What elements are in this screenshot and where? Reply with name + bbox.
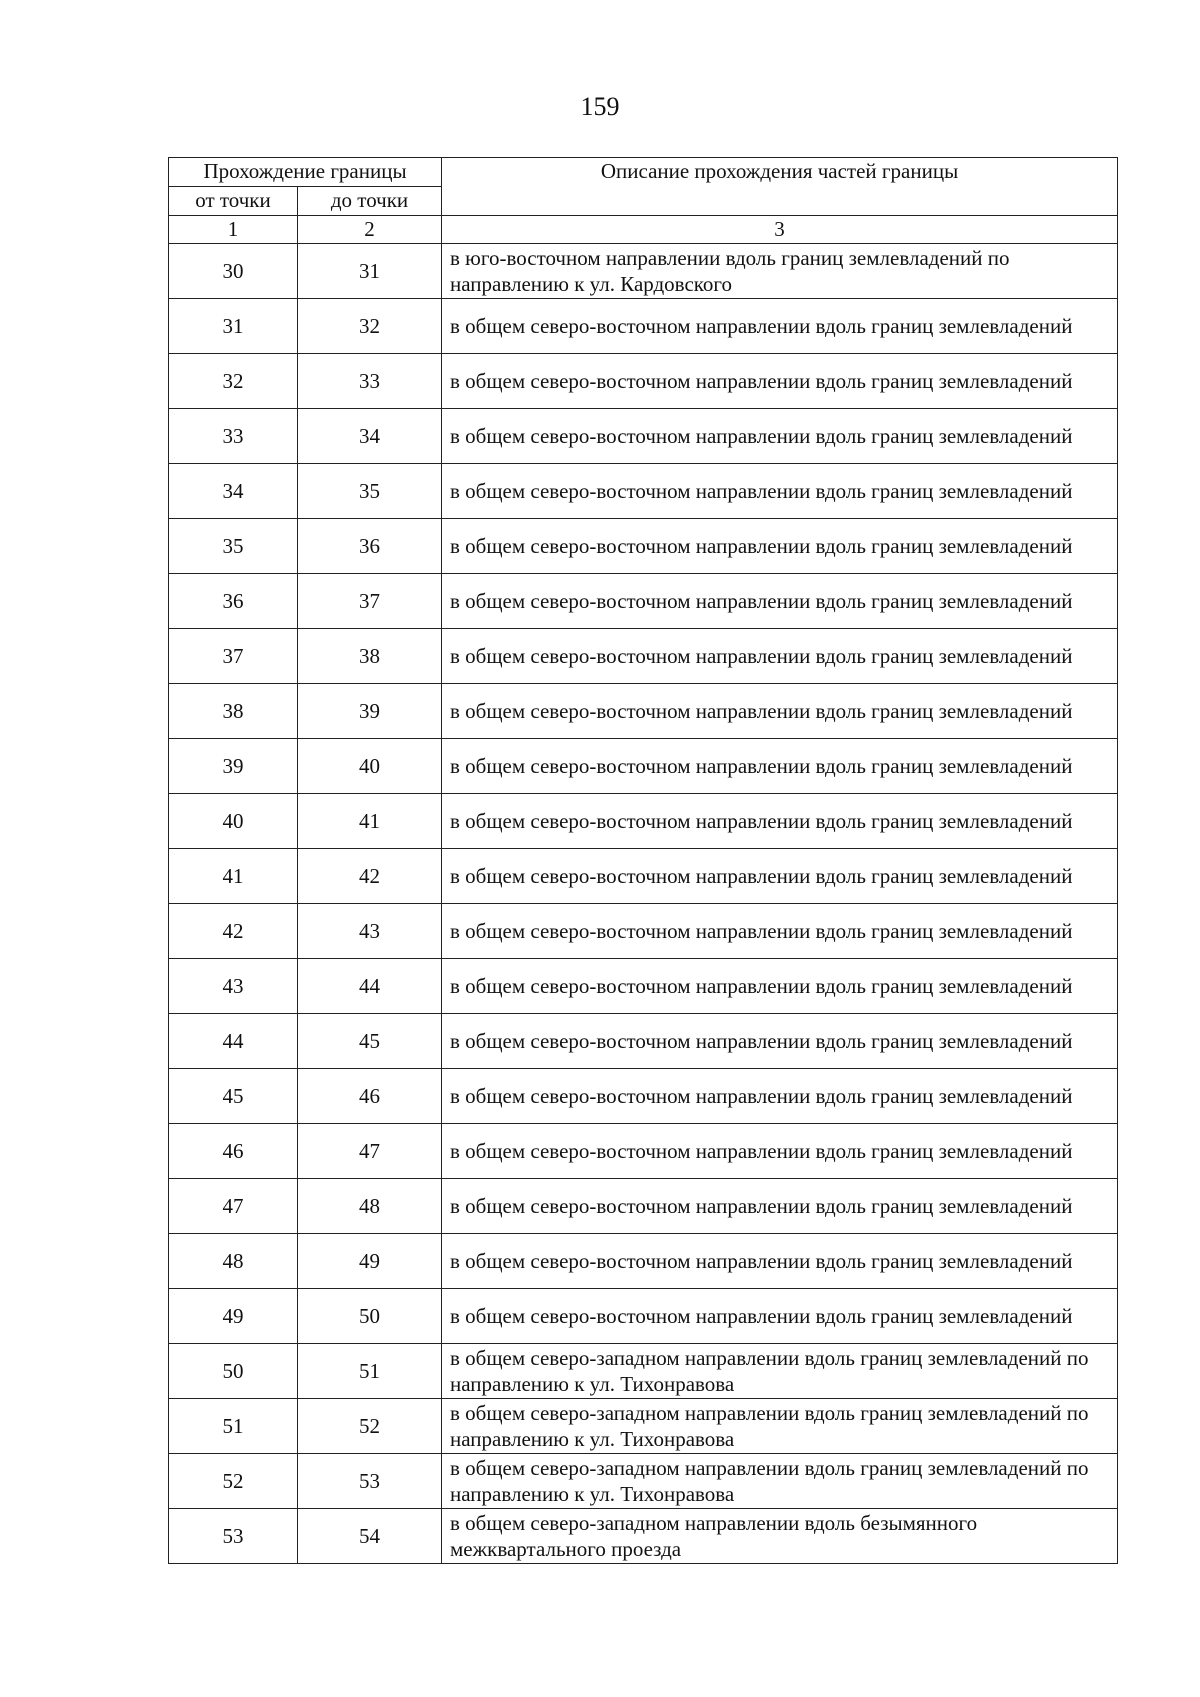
column-number-row: [169, 216, 1118, 244]
from-point-cell: 30: [169, 244, 298, 299]
to-point-cell: 53: [298, 1454, 442, 1509]
table-row: [169, 739, 1118, 794]
table-row: [169, 409, 1118, 464]
table-row: [169, 1399, 1118, 1454]
description-cell: в общем северо-восточном направлении вдоль границ землевладений: [442, 464, 1118, 519]
table-row: [169, 1344, 1118, 1399]
table-row: [169, 1509, 1118, 1564]
to-point-cell: 36: [298, 519, 442, 574]
from-point-cell: 43: [169, 959, 298, 1014]
description-cell: в общем северо-восточном направлении вдоль границ землевладений: [442, 904, 1118, 959]
description-cell: в общем северо-западном направлении вдоль границ землевладений по направлению к ул. Тихонравова: [442, 1399, 1118, 1454]
from-point-cell: 41: [169, 849, 298, 904]
from-point-cell: 48: [169, 1234, 298, 1289]
description-cell: в общем северо-восточном направлении вдоль границ землевладений: [442, 574, 1118, 629]
from-point-cell: 52: [169, 1454, 298, 1509]
to-point-cell: 54: [298, 1509, 442, 1564]
column-number-3: 3: [442, 216, 1118, 244]
description-cell: в общем северо-восточном направлении вдоль границ землевладений: [442, 794, 1118, 849]
to-point-cell: 47: [298, 1124, 442, 1179]
description-cell: в общем северо-восточном направлении вдоль границ землевладений: [442, 519, 1118, 574]
from-point-cell: 32: [169, 354, 298, 409]
to-point-cell: 34: [298, 409, 442, 464]
from-point-cell: 45: [169, 1069, 298, 1124]
header-row: [169, 158, 1118, 187]
description-cell: в общем северо-восточном направлении вдоль границ землевладений: [442, 354, 1118, 409]
table-row: [169, 1124, 1118, 1179]
to-point-cell: 35: [298, 464, 442, 519]
to-point-cell: 49: [298, 1234, 442, 1289]
from-point-cell: 31: [169, 299, 298, 354]
from-point-cell: 37: [169, 629, 298, 684]
to-point-cell: 45: [298, 1014, 442, 1069]
from-point-cell: 49: [169, 1289, 298, 1344]
to-point-cell: 48: [298, 1179, 442, 1234]
to-point-cell: 41: [298, 794, 442, 849]
table-row: [169, 959, 1118, 1014]
table-row: [169, 244, 1118, 299]
to-point-cell: 46: [298, 1069, 442, 1124]
description-cell: в юго-восточном направлении вдоль границ землевладений по направлению к ул. Кардовского: [442, 244, 1118, 299]
to-point-cell: 42: [298, 849, 442, 904]
table-row: [169, 464, 1118, 519]
to-point-cell: 43: [298, 904, 442, 959]
table-row: [169, 519, 1118, 574]
to-point-cell: 32: [298, 299, 442, 354]
table-row: [169, 1014, 1118, 1069]
table-row: [169, 629, 1118, 684]
description-cell: в общем северо-восточном направлении вдоль границ землевладений: [442, 1014, 1118, 1069]
description-cell: в общем северо-восточном направлении вдоль границ землевладений: [442, 1179, 1118, 1234]
to-point-cell: 33: [298, 354, 442, 409]
description-cell: в общем северо-восточном направлении вдоль границ землевладений: [442, 1234, 1118, 1289]
table-row: [169, 904, 1118, 959]
from-point-cell: 36: [169, 574, 298, 629]
from-point-cell: 42: [169, 904, 298, 959]
description-cell: в общем северо-восточном направлении вдоль границ землевладений: [442, 1069, 1118, 1124]
description-cell: в общем северо-западном направлении вдоль границ землевладений по направлению к ул. Тихонравова: [442, 1344, 1118, 1399]
table-row: [169, 1069, 1118, 1124]
description-cell: в общем северо-восточном направлении вдоль границ землевладений: [442, 629, 1118, 684]
boundary-table: [168, 157, 1118, 1564]
table-row: [169, 1234, 1118, 1289]
description-cell: в общем северо-восточном направлении вдоль границ землевладений: [442, 299, 1118, 354]
table-row: [169, 354, 1118, 409]
from-point-cell: 47: [169, 1179, 298, 1234]
from-point-cell: 39: [169, 739, 298, 794]
description-cell: в общем северо-западном направлении вдоль безымянного межквартального проезда: [442, 1509, 1118, 1564]
description-cell: в общем северо-восточном направлении вдоль границ землевладений: [442, 1289, 1118, 1344]
to-point-cell: 50: [298, 1289, 442, 1344]
from-point-cell: 50: [169, 1344, 298, 1399]
description-cell: в общем северо-восточном направлении вдоль границ землевладений: [442, 409, 1118, 464]
description-cell: в общем северо-восточном направлении вдоль границ землевладений: [442, 849, 1118, 904]
table-row: [169, 1289, 1118, 1344]
description-cell: в общем северо-восточном направлении вдоль границ землевладений: [442, 684, 1118, 739]
header-from-point: от точки: [169, 187, 298, 216]
to-point-cell: 51: [298, 1344, 442, 1399]
description-cell: в общем северо-восточном направлении вдоль границ землевладений: [442, 739, 1118, 794]
header-boundary: Прохождение границы: [169, 158, 442, 187]
table-row: [169, 1179, 1118, 1234]
from-point-cell: 46: [169, 1124, 298, 1179]
to-point-cell: 44: [298, 959, 442, 1014]
column-number-2: 2: [298, 216, 442, 244]
table-row: [169, 299, 1118, 354]
to-point-cell: 31: [298, 244, 442, 299]
header-description: Описание прохождения частей границы: [442, 158, 1118, 216]
from-point-cell: 44: [169, 1014, 298, 1069]
table-row: [169, 1454, 1118, 1509]
column-number-1: 1: [169, 216, 298, 244]
description-cell: в общем северо-восточном направлении вдоль границ землевладений: [442, 959, 1118, 1014]
from-point-cell: 34: [169, 464, 298, 519]
to-point-cell: 37: [298, 574, 442, 629]
page-number: 159: [580, 92, 620, 121]
to-point-cell: 40: [298, 739, 442, 794]
from-point-cell: 35: [169, 519, 298, 574]
to-point-cell: 38: [298, 629, 442, 684]
from-point-cell: 38: [169, 684, 298, 739]
table-row: [169, 574, 1118, 629]
table-row: [169, 794, 1118, 849]
from-point-cell: 51: [169, 1399, 298, 1454]
header-to-point: до точки: [298, 187, 442, 216]
description-cell: в общем северо-западном направлении вдоль границ землевладений по направлению к ул. Тихонравова: [442, 1454, 1118, 1509]
from-point-cell: 33: [169, 409, 298, 464]
to-point-cell: 39: [298, 684, 442, 739]
description-cell: в общем северо-восточном направлении вдоль границ землевладений: [442, 1124, 1118, 1179]
table-row: [169, 684, 1118, 739]
from-point-cell: 53: [169, 1509, 298, 1564]
table-row: [169, 849, 1118, 904]
from-point-cell: 40: [169, 794, 298, 849]
to-point-cell: 52: [298, 1399, 442, 1454]
